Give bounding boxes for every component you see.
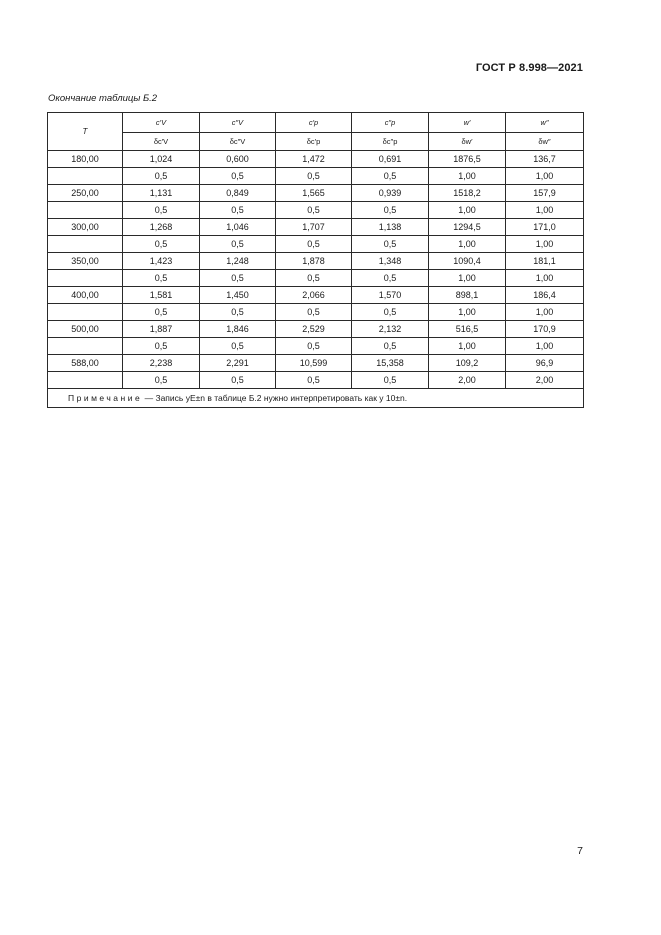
value-cell: 1,581 [123,287,200,304]
uncertainty-cell: 0,5 [200,338,276,355]
value-cell: 1,248 [200,253,276,270]
value-cell: 2,529 [276,321,352,338]
table-row [48,219,584,236]
uncertainty-cell: 0,5 [352,202,429,219]
value-cell: 1,472 [276,151,352,168]
uncertainty-cell: 0,5 [123,372,200,389]
value-cell: 0,939 [352,185,429,202]
document-code: ГОСТ Р 8.998—2021 [475,62,583,74]
empty-cell [48,338,123,355]
value-cell: 1090,4 [429,253,506,270]
temperature-cell: 300,00 [48,219,123,236]
uncertainty-cell: 1,00 [506,168,584,185]
value-cell: 2,238 [123,355,200,372]
uncertainty-cell: 0,5 [276,338,352,355]
uncertainty-cell: 0,5 [352,304,429,321]
uncertainty-cell: 2,00 [429,372,506,389]
temperature-cell: 180,00 [48,151,123,168]
value-cell: 1,138 [352,219,429,236]
uncertainty-cell: 0,5 [200,304,276,321]
uncertainty-header: δc″p [352,133,429,151]
table-row-uncertainty [48,372,584,389]
value-cell: 1,565 [276,185,352,202]
value-cell: 1,878 [276,253,352,270]
temperature-cell: 400,00 [48,287,123,304]
value-cell: 136,7 [506,151,584,168]
value-cell: 157,9 [506,185,584,202]
table-row-uncertainty [48,168,584,185]
uncertainty-cell: 0,5 [276,202,352,219]
value-cell: 1876,5 [429,151,506,168]
uncertainty-cell: 1,00 [506,236,584,253]
value-cell: 0,600 [200,151,276,168]
empty-cell [48,372,123,389]
table-row [48,287,584,304]
table-row [48,185,584,202]
uncertainty-cell: 0,5 [123,270,200,287]
table-row-uncertainty [48,202,584,219]
uncertainty-header: δw″ [506,133,584,151]
uncertainty-cell: 1,00 [506,338,584,355]
uncertainty-cell: 0,5 [200,202,276,219]
header-row-values [48,113,584,133]
uncertainty-cell: 1,00 [506,202,584,219]
column-header: c″p [352,113,429,133]
value-cell: 181,1 [506,253,584,270]
uncertainty-cell: 0,5 [276,304,352,321]
value-cell: 109,2 [429,355,506,372]
value-cell: 96,9 [506,355,584,372]
value-cell: 1294,5 [429,219,506,236]
uncertainty-cell: 0,5 [276,270,352,287]
note-row [48,389,584,408]
uncertainty-cell: 0,5 [352,270,429,287]
page-number: 7 [577,845,583,857]
empty-cell [48,270,123,287]
value-cell: 171,0 [506,219,584,236]
table-row [48,151,584,168]
value-cell: 2,291 [200,355,276,372]
value-cell: 2,066 [276,287,352,304]
value-cell: 1,450 [200,287,276,304]
temperature-cell: 588,00 [48,355,123,372]
uncertainty-cell: 0,5 [123,338,200,355]
uncertainty-cell: 0,5 [200,270,276,287]
table-row-uncertainty [48,236,584,253]
empty-cell [48,236,123,253]
uncertainty-cell: 0,5 [123,304,200,321]
table-caption: Окончание таблицы Б.2 [48,93,158,104]
uncertainty-cell: 0,5 [200,372,276,389]
value-cell: 1,268 [123,219,200,236]
column-header: c′V [123,113,200,133]
uncertainty-header: δw′ [429,133,506,151]
uncertainty-cell: 0,5 [352,168,429,185]
data-table [47,112,584,408]
table-body [48,151,584,408]
value-cell: 1,423 [123,253,200,270]
value-cell: 1,024 [123,151,200,168]
value-cell: 1518,2 [429,185,506,202]
temperature-cell: 250,00 [48,185,123,202]
column-header: w′ [429,113,506,133]
uncertainty-cell: 1,00 [506,304,584,321]
uncertainty-cell: 0,5 [123,202,200,219]
uncertainty-cell: 0,5 [123,236,200,253]
uncertainty-cell: 1,00 [506,270,584,287]
uncertainty-cell: 1,00 [429,236,506,253]
uncertainty-header: δc′p [276,133,352,151]
value-cell: 1,887 [123,321,200,338]
uncertainty-cell: 0,5 [276,168,352,185]
table-row-uncertainty [48,338,584,355]
uncertainty-cell: 0,5 [200,168,276,185]
table-row [48,321,584,338]
value-cell: 1,846 [200,321,276,338]
value-cell: 1,046 [200,219,276,236]
note-label: Примечание [68,392,143,403]
uncertainty-header: δc″V [200,133,276,151]
empty-cell [48,202,123,219]
temperature-header: T [48,113,123,151]
uncertainty-cell: 1,00 [429,338,506,355]
temperature-cell: 350,00 [48,253,123,270]
table-row [48,355,584,372]
table-row-uncertainty [48,304,584,321]
uncertainty-cell: 1,00 [429,270,506,287]
value-cell: 0,849 [200,185,276,202]
empty-cell [48,168,123,185]
uncertainty-header: δc′V [123,133,200,151]
uncertainty-cell: 1,00 [429,168,506,185]
uncertainty-cell: 0,5 [352,372,429,389]
temperature-cell: 500,00 [48,321,123,338]
table-note [48,389,584,408]
uncertainty-cell: 0,5 [276,372,352,389]
uncertainty-cell: 0,5 [123,168,200,185]
uncertainty-cell: 0,5 [352,236,429,253]
value-cell: 170,9 [506,321,584,338]
empty-cell [48,304,123,321]
value-cell: 1,131 [123,185,200,202]
table-row-uncertainty [48,270,584,287]
uncertainty-cell: 1,00 [429,202,506,219]
value-cell: 516,5 [429,321,506,338]
value-cell: 2,132 [352,321,429,338]
value-cell: 15,358 [352,355,429,372]
column-header: c′p [276,113,352,133]
table-row [48,253,584,270]
value-cell: 186,4 [506,287,584,304]
value-cell: 10,599 [276,355,352,372]
value-cell: 1,348 [352,253,429,270]
uncertainty-cell: 0,5 [276,236,352,253]
value-cell: 1,707 [276,219,352,236]
note-text: — Запись yE±n в таблице Б.2 нужно интерпретировать как y 10±n. [144,392,408,403]
column-header: c″V [200,113,276,133]
uncertainty-cell: 0,5 [200,236,276,253]
uncertainty-cell: 0,5 [352,338,429,355]
column-header: w″ [506,113,584,133]
header-row-uncertainties [48,133,584,151]
uncertainty-cell: 2,00 [506,372,584,389]
table-header [48,113,584,151]
value-cell: 1,570 [352,287,429,304]
value-cell: 0,691 [352,151,429,168]
value-cell: 898,1 [429,287,506,304]
uncertainty-cell: 1,00 [429,304,506,321]
